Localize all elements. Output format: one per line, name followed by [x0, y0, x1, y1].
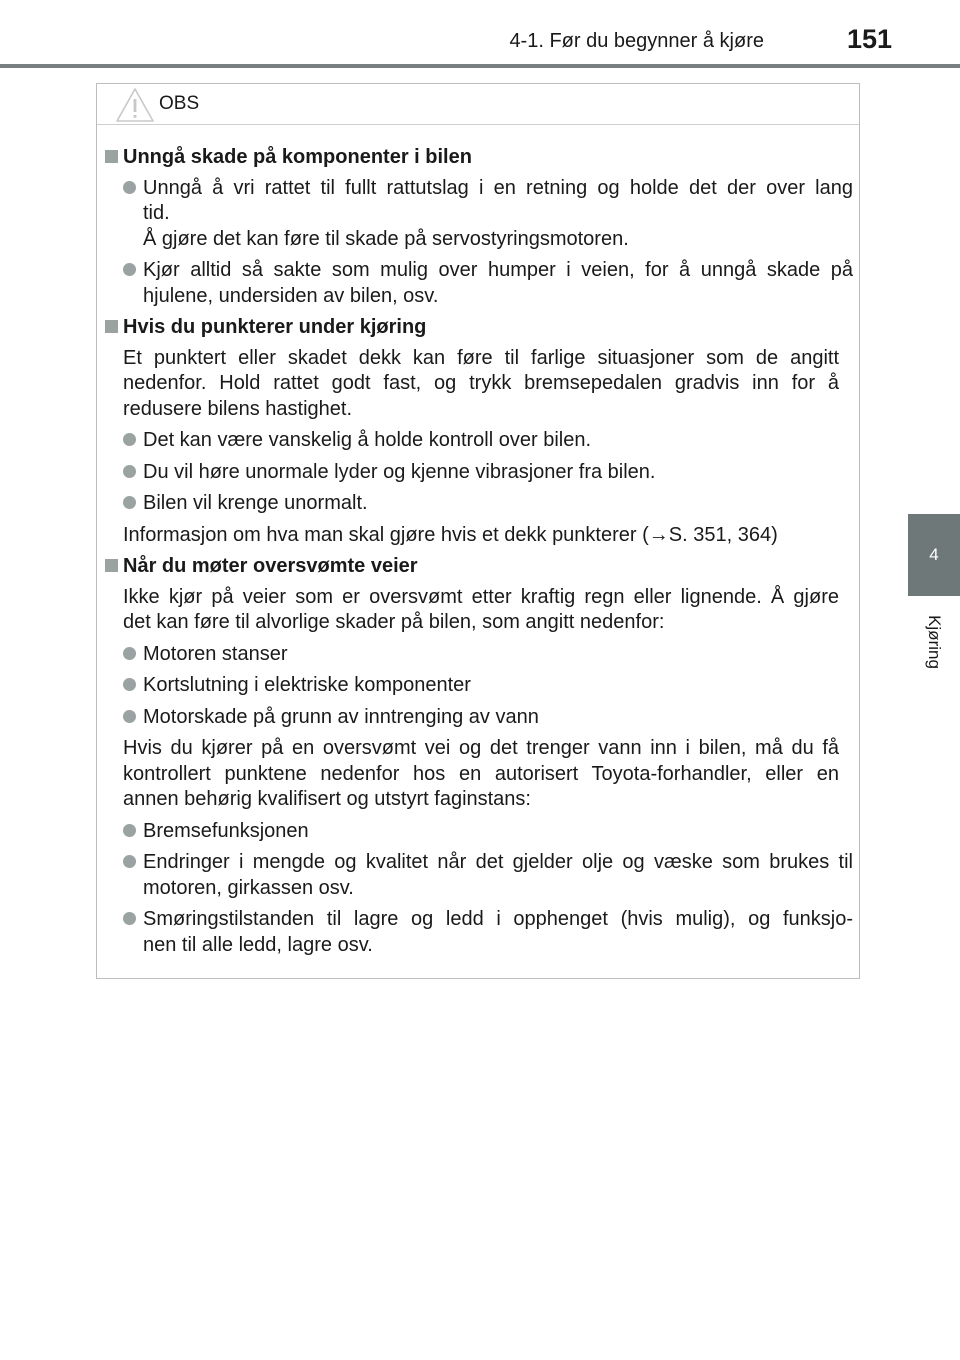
list-item: Du vil høre unormale lyder og kjenne vibrasjoner fra bilen. — [101, 460, 853, 486]
caution-box — [96, 83, 860, 979]
list-item: Unngå å vri rattet til fullt rattutslag i en retning og holde det der over lang tid. Å gjøre det kan føre til skade på servostyringsmotoren. — [101, 176, 853, 253]
round-bullet-icon — [123, 263, 136, 276]
section-heading: Unngå skade på komponenter i bilen — [101, 145, 853, 171]
paragraph: Et punktert eller skadet dekk kan føre til farlige situasjoner som de angitt nedenfor. Hold rattet godt fast, og trykk bremsepedalen gradvis inn for å redusere bilens hastighet. — [123, 346, 839, 420]
header-divider — [0, 64, 960, 68]
round-bullet-icon — [123, 678, 136, 691]
round-bullet-icon — [123, 912, 136, 925]
chapter-tab-label: Kjøring — [925, 615, 944, 669]
list-item: Bremsefunksjonen — [101, 819, 853, 845]
list-item: Kortslutning i elektriske komponenter — [101, 673, 853, 699]
round-bullet-icon — [123, 855, 136, 868]
chapter-title: 4-1. Før du begynner å kjøre — [509, 30, 764, 52]
paragraph: Informasjon om hva man skal gjøre hvis et dekk punkterer (→S. 351, 364) — [123, 523, 778, 546]
chapter-tab-number: 4 — [929, 545, 939, 564]
round-bullet-icon — [123, 433, 136, 446]
round-bullet-icon — [123, 465, 136, 478]
page-number: 151 — [846, 24, 892, 54]
round-bullet-icon — [123, 496, 136, 509]
list-item: Det kan være vanskelig å holde kontroll over bilen. — [101, 428, 853, 454]
square-bullet-icon — [105, 150, 118, 163]
round-bullet-icon — [123, 647, 136, 660]
square-bullet-icon — [105, 320, 118, 333]
square-bullet-icon — [105, 559, 118, 572]
caution-content — [101, 145, 853, 964]
caution-title: OBS — [159, 93, 200, 114]
paragraph: Ikke kjør på veier som er oversvømt etter kraftig regn eller lignende. Å gjøre det kan føre til alvorlige skader på bilen, som angitt nedenfor: — [123, 585, 839, 633]
round-bullet-icon — [123, 824, 136, 837]
round-bullet-icon — [123, 181, 136, 194]
section-heading: Hvis du punkterer under kjøring — [101, 315, 853, 341]
list-item: Endringer i mengde og kvalitet når det gjelder olje og væske som brukes til motoren, girkassen osv. — [101, 850, 853, 901]
list-item: Smøringstilstanden til lagre og ledd i opphenget (hvis mulig), og funksjo- nen til alle ledd, lagre osv. — [101, 907, 853, 958]
caution-header — [97, 84, 859, 125]
warning-triangle-icon — [115, 87, 155, 123]
list-item: Kjør alltid så sakte som mulig over humper i veien, for å unngå skade på hjulene, undersiden av bilen, osv. — [101, 258, 853, 309]
list-item: Motoren stanser — [101, 642, 853, 668]
chapter-tab — [908, 514, 960, 596]
list-item: Bilen vil krenge unormalt. — [101, 491, 853, 517]
paragraph: Hvis du kjører på en oversvømt vei og det trenger vann inn i bilen, må du få kontrollert punktene nedenfor hos en autorisert Toyota-forhandler, eller en annen behørig kvalifisert og utstyrt faginstans: — [123, 737, 839, 810]
section-heading: Når du møter oversvømte veier — [101, 554, 853, 580]
list-item: Motorskade på grunn av inntrenging av vann — [101, 705, 853, 731]
round-bullet-icon — [123, 710, 136, 723]
